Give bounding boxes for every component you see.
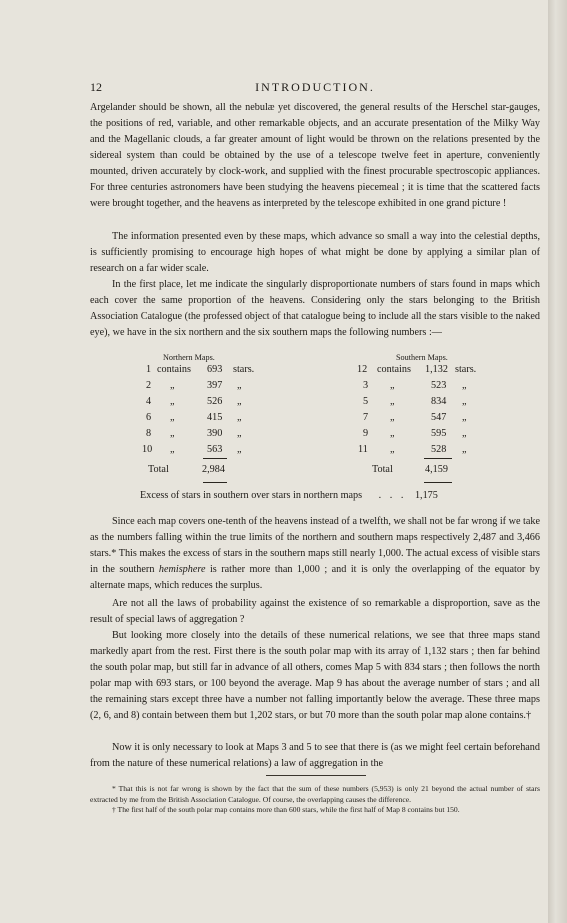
- excess-value: 1,175: [414, 490, 438, 501]
- star-count: 415: [207, 412, 223, 423]
- ditto-mark: „: [390, 396, 395, 407]
- map-number: 3: [363, 380, 369, 391]
- star-count: 595: [431, 428, 447, 439]
- footnote-rule: [266, 775, 366, 776]
- ditto-mark: „: [237, 412, 242, 423]
- ditto-mark: „: [462, 412, 467, 423]
- paragraph-5: Are not all the laws of probability against the existence of so remarkable a disproportion, save as the result of special laws of aggregation ?: [90, 598, 540, 625]
- sum-rule: [203, 482, 227, 483]
- northern-maps-heading: Northern Maps.: [163, 353, 215, 362]
- sum-rule: [203, 458, 227, 459]
- paragraph-4: [90, 514, 540, 594]
- star-count: 1,132: [425, 364, 448, 375]
- ditto-mark: „: [237, 428, 242, 439]
- star-count: 834: [431, 396, 447, 407]
- ditto-mark: „: [170, 428, 175, 439]
- ditto-mark: „: [170, 380, 175, 391]
- ditto-mark: „: [462, 380, 467, 391]
- map-number: 2: [146, 380, 152, 391]
- southern-maps-heading: Southern Maps.: [396, 353, 448, 362]
- paragraph-6: But looking more closely into the details of these numerical relations, we see that three maps stand markedly apart from the rest. First there is the south polar map with its array of 1,132 stars ; then far behind the south polar map, but still far in advance of all others, comes Map 5 with 834 stars ; then follows the north polar map with 693 stars, or 100 beyond the average. Map 9 has about the average number of stars ; and all the remaining stars except three have a number not falling importantly below the average. These three maps (2, 6, and 8) contain between them but 1,202 stars, or but 70 more than the south polar map alone contains.†: [90, 630, 540, 721]
- ditto-mark: „: [237, 396, 242, 407]
- star-count: 693: [207, 364, 223, 375]
- paragraph-2: The information presented even by these maps, which advance so small a way into the celestial depths, is sufficiently promising to encourage high hopes of what might be done by applying a similar plan of research on a far wider scale.: [90, 231, 540, 274]
- paragraph-3: In the first place, let me indicate the singularly disproportionate numbers of stars found in maps which each cover the same proportion of the heavens. Considering only the stars belonging to the British Association Catalogue (the professed object of that catalogue being to include all the stars visible to the naked eye), we have in the six northern and the six southern maps the following numbers :—: [90, 279, 540, 338]
- paragraph-7: Now it is only necessary to look at Maps 3 and 5 to see that there is (as we might feel certain beforehand from the nature of these numerical relations) a law of aggregation in the: [90, 742, 540, 769]
- ditto-mark: „: [237, 380, 242, 391]
- unit-label: stars.: [455, 364, 477, 375]
- ditto-mark: „: [170, 444, 175, 455]
- star-count: 526: [207, 396, 223, 407]
- ditto-mark: „: [462, 396, 467, 407]
- leader-dots: . . .: [378, 490, 407, 501]
- map-number: 4: [146, 396, 152, 407]
- ditto-mark: „: [462, 444, 467, 455]
- star-count: 528: [431, 444, 447, 455]
- ditto-mark: „: [390, 412, 395, 423]
- map-number: 8: [146, 428, 152, 439]
- total-label: Total: [372, 464, 393, 475]
- map-number: 12: [357, 364, 368, 375]
- footnote-1: * That this is not far wrong is shown by the fact that the sum of these numbers (5,953) is only 21 beyond the actual number of stars extracted by me from the British Association Catalogue. Of course, the overlapping causes the difference.: [90, 784, 540, 804]
- map-number: 11: [358, 444, 368, 455]
- total-value: 4,159: [425, 464, 448, 475]
- ditto-mark: „: [462, 428, 467, 439]
- sum-rule: [424, 458, 452, 459]
- ditto-mark: „: [390, 444, 395, 455]
- map-number: 5: [363, 396, 369, 407]
- star-count: 563: [207, 444, 223, 455]
- footnotes: [90, 784, 540, 816]
- map-number: 9: [363, 428, 369, 439]
- map-number: 7: [363, 412, 369, 423]
- total-label: Total: [148, 464, 169, 475]
- unit-label: stars.: [233, 364, 255, 375]
- sum-rule: [424, 482, 452, 483]
- contains-label: contains: [377, 364, 411, 375]
- contains-label: contains: [157, 364, 191, 375]
- excess-label: Excess of stars in southern over stars in northern maps: [140, 490, 363, 501]
- star-count: 397: [207, 380, 223, 391]
- page-edge: [548, 0, 567, 923]
- footnote-2: † The first half of the south polar map contains more than 600 stars, while the first half of Map 8 contains but 150.: [112, 805, 460, 815]
- map-number: 10: [142, 444, 153, 455]
- star-count: 523: [431, 380, 447, 391]
- total-value: 2,984: [202, 464, 225, 475]
- ditto-mark: „: [390, 380, 395, 391]
- paragraph-1: Argelander should be shown, all the nebulæ yet discovered, the general results of the Herschel star-gauges, the positions of red, variable, and other remarkable objects, and an accurate presentation of the Milky Way and the Magellanic clouds, a far greater amount of light would be thrown on the relations presented by the sidereal system than could be obtained by the use of a telescope twelve feet in aperture, conveniently mounted, driven accurately by clock-work, and supplied with the finest procurable spectroscopic appliances. For three centuries astronomers have been studying the heavens piecemeal ; it is time that the scattered facts were brought together, and the heavens as interpreted by the telescope exhibited in one grand picture !: [90, 102, 540, 209]
- emphasis-hemisphere: hemisphere: [158, 564, 206, 575]
- star-count: 547: [431, 412, 447, 423]
- map-number: 1: [146, 364, 152, 375]
- excess-line: [140, 490, 490, 501]
- ditto-mark: „: [170, 396, 175, 407]
- running-title: INTRODUCTION.: [255, 80, 375, 94]
- ditto-mark: „: [170, 412, 175, 423]
- ditto-mark: „: [390, 428, 395, 439]
- page-number: 12: [90, 80, 102, 94]
- running-header: [90, 80, 540, 96]
- star-count: 390: [207, 428, 223, 439]
- paragraph-4-text: Since each map covers one-tenth of the heavens instead of a twelfth, we shall not be far wrong if we take as the numbers falling within the true limits of the northern and southern maps respectively 2,487 and 3,466 stars.* This makes the excess of stars in the southern maps still nearly 1,000. The actual excess of visible stars in the southern: [90, 516, 540, 575]
- map-number: 6: [146, 412, 152, 423]
- ditto-mark: „: [237, 444, 242, 455]
- paragraph-4-text-end: is rather more than 1,000 ; and it is only the overlapping of the equator by alternate maps, which reduces the surplus.: [90, 564, 540, 591]
